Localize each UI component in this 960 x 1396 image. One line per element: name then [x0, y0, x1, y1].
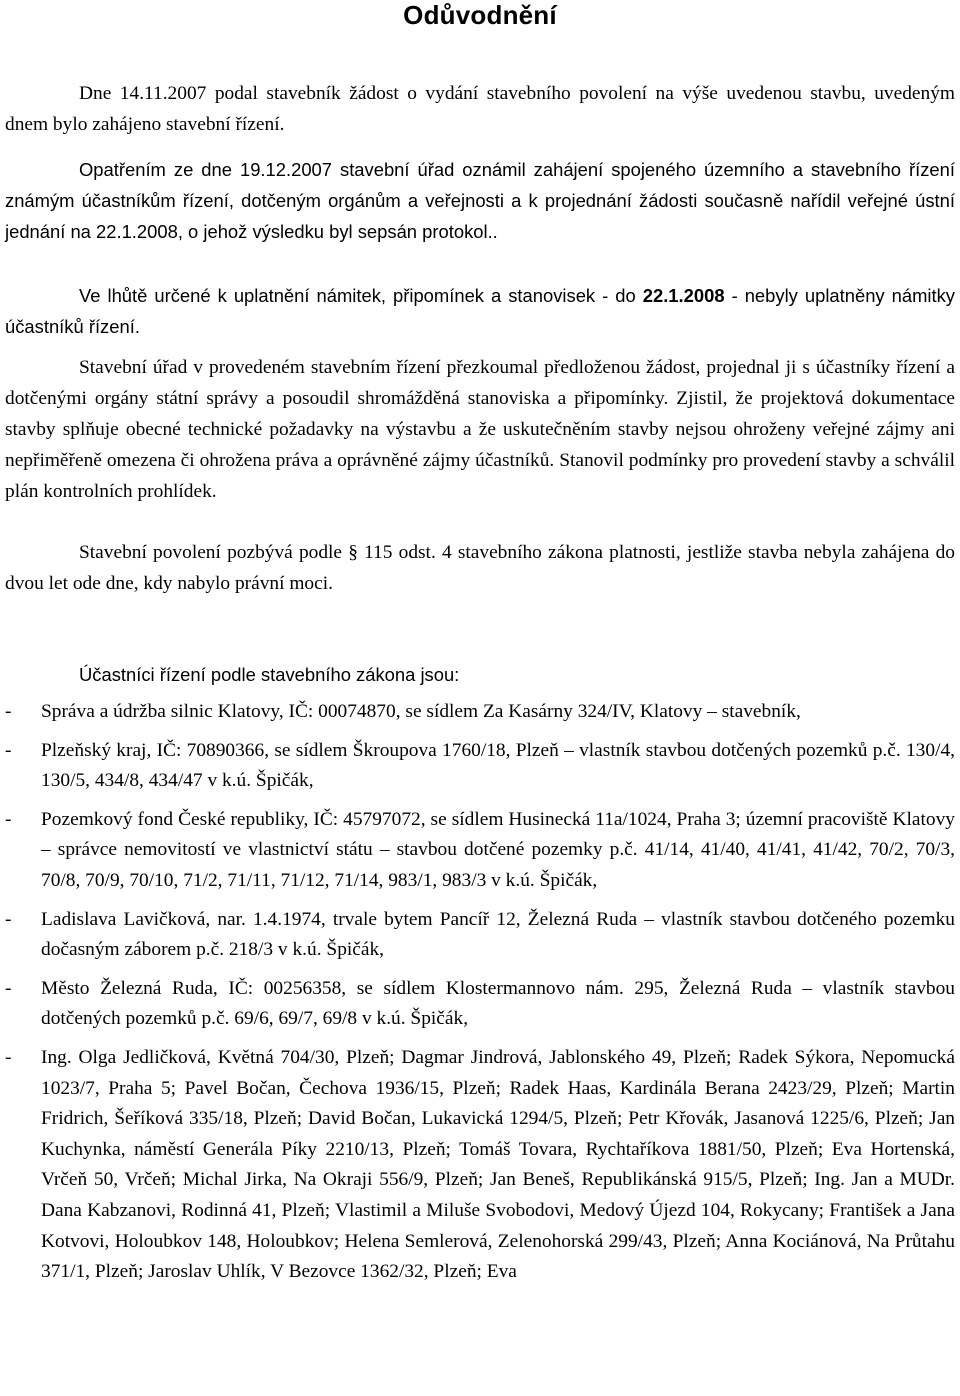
participant-item [5, 736, 955, 797]
list-dash: - [5, 908, 12, 930]
list-dash: - [5, 739, 12, 761]
paragraph-proceedings-text: Opatřením ze dne 19.12.2007 stavební úřad oznámil zahájení spojeného územního a stavebního řízení známým účastníkům řízení, dotčeným orgánům a veřejnosti a k projednání žádosti současně nařídil veřejné ústní jednání na 22.1.2008, o jehož výsledku byl sepsán protokol.. [5, 159, 955, 242]
list-dash: - [5, 1046, 12, 1068]
paragraph-validity [5, 537, 955, 599]
objections-date: 22.1.2008 [642, 285, 725, 306]
objections-text-start: Ve lhůtě určené k uplatnění námitek, připomínek a stanovisek - do [79, 285, 643, 306]
paragraph-objections [5, 280, 955, 342]
participant-text: Plzeňský kraj, IČ: 70890366, se sídlem Škroupova 1760/18, Plzeň – vlastník stavbou dotčených pozemků p.č. 130/4, 130/5, 434/8, 434/47 v k.ú. Špičák, [41, 739, 955, 792]
participant-text: Město Železná Ruda, IČ: 00256358, se sídlem Klostermannovo nám. 295, Železná Ruda – vlastník stavbou dotčených pozemků p.č. 69/6, 69/7, 69/8 v k.ú. Špičák, [41, 977, 955, 1030]
participant-text: Správa a údržba silnic Klatovy, IČ: 00074870, se sídlem Za Kasárny 324/IV, Klatovy – stavebník, [41, 701, 801, 722]
participant-item [5, 974, 955, 1035]
list-dash: - [5, 808, 12, 830]
participant-text: Ladislava Lavičková, nar. 1.4.1974, trvale bytem Pancíř 12, Železná Ruda – vlastník stavbou dotčeného pozemku dočasným záborem p.č. 218/3 v k.ú. Špičák, [41, 908, 955, 961]
paragraph-application [5, 78, 955, 140]
paragraph-review [5, 352, 955, 507]
list-dash: - [5, 977, 12, 999]
participant-item [5, 697, 955, 728]
participant-item [5, 1043, 955, 1288]
objections-text-end: - nebyly uplatněny námitky účastníků řízení. [5, 285, 956, 337]
participant-text: Pozemkový fond České republiky, IČ: 45797072, se sídlem Husinecká 11a/1024, Praha 3; územní pracoviště Klatovy – správce nemovitostí ve vlastnictví státu – stavbou dotčené pozemky p.č. 41/14, 41/40, 41/41, 41/42, 70/2, 70/3, 70/8, 70/9, 70/10, 71/2, 71/11, 71/12, 71/14, 983/1, 983/3 v k.ú. Špičák, [41, 808, 955, 891]
participant-item [5, 905, 955, 966]
paragraph-proceedings [5, 154, 955, 247]
participants-heading: Účastníci řízení podle stavebního zákona jsou: [79, 664, 460, 685]
document-title: Odůvodnění [403, 0, 557, 30]
participant-text: Ing. Olga Jedličková, Květná 704/30, Plzeň; Dagmar Jindrová, Jablonského 49, Plzeň; Radek Sýkora, Nepomucká 1023/7, Praha 5; Pavel Bočan, Čechova 1936/15, Plzeň; Radek Haas, Kardinála Berana 2423/29, Plzeň; Martin Fridrich, Šeříková 335/18, Plzeň; David Bočan, Lukavická 1294/5, Plzeň; Petr Křovák, Jasanová 1225/6, Plzeň; Jan Kuchynka, náměstí Generála Píky 2210/13, Plzeň; Tomáš Tovara, Rychtaříkova 1881/50, Plzeň; Eva Hortenská, Vrčeň 50, Vrčeň; Michal Jirka, Na Okraji 556/9, Plzeň; Jan Beneš, Republikánská 915/5, Plzeň; Ing. Jan a MUDr. Dana Kabzanovi, Rodinná 41, Plzeň; Vlastimil a Miluše Svobodovi, Medový Újezd 104, Rokycany; František a Jana Kotvovi, Holoubkov 148, Holoubkov; Helena Semlerová, Zelenohorská 299/43, Plzeň; Anna Kociánová, Na Průtahu 371/1, Plzeň; Jaroslav Uhlík, V Bezovce 1362/32, Plzeň; Eva [41, 1046, 955, 1283]
participants-list [5, 697, 955, 1296]
paragraph-application-text: Dne 14.11.2007 podal stavebník žádost o vydání stavebního povolení na výše uvedenou stavbu, uvedeným dnem bylo zahájeno stavební řízení. [5, 83, 955, 135]
paragraph-review-text: Stavební úřad v provedeném stavebním řízení přezkoumal předloženou žádost, projednal ji s účastníky řízení a dotčenými orgány státní správy a posoudil shromážděná stanoviska a připomínky. Zjistil, že projektová dokumentace stavby splňuje obecné technické požadavky na výstavbu a že uskutečněním stavby nejsou ohroženy veřejné zájmy ani nepřiměřeně omezena či ohrožena práva a oprávněné zájmy účastníků. Stanovil podmínky pro provedení stavby a schválil plán kontrolních prohlídek. [5, 357, 955, 502]
list-dash: - [5, 701, 12, 722]
participant-item [5, 805, 955, 897]
paragraph-validity-text: Stavební povolení pozbývá podle § 115 odst. 4 stavebního zákona platnosti, jestliže stavba nebyla zahájena do dvou let ode dne, kdy nabylo právní moci. [5, 542, 955, 594]
